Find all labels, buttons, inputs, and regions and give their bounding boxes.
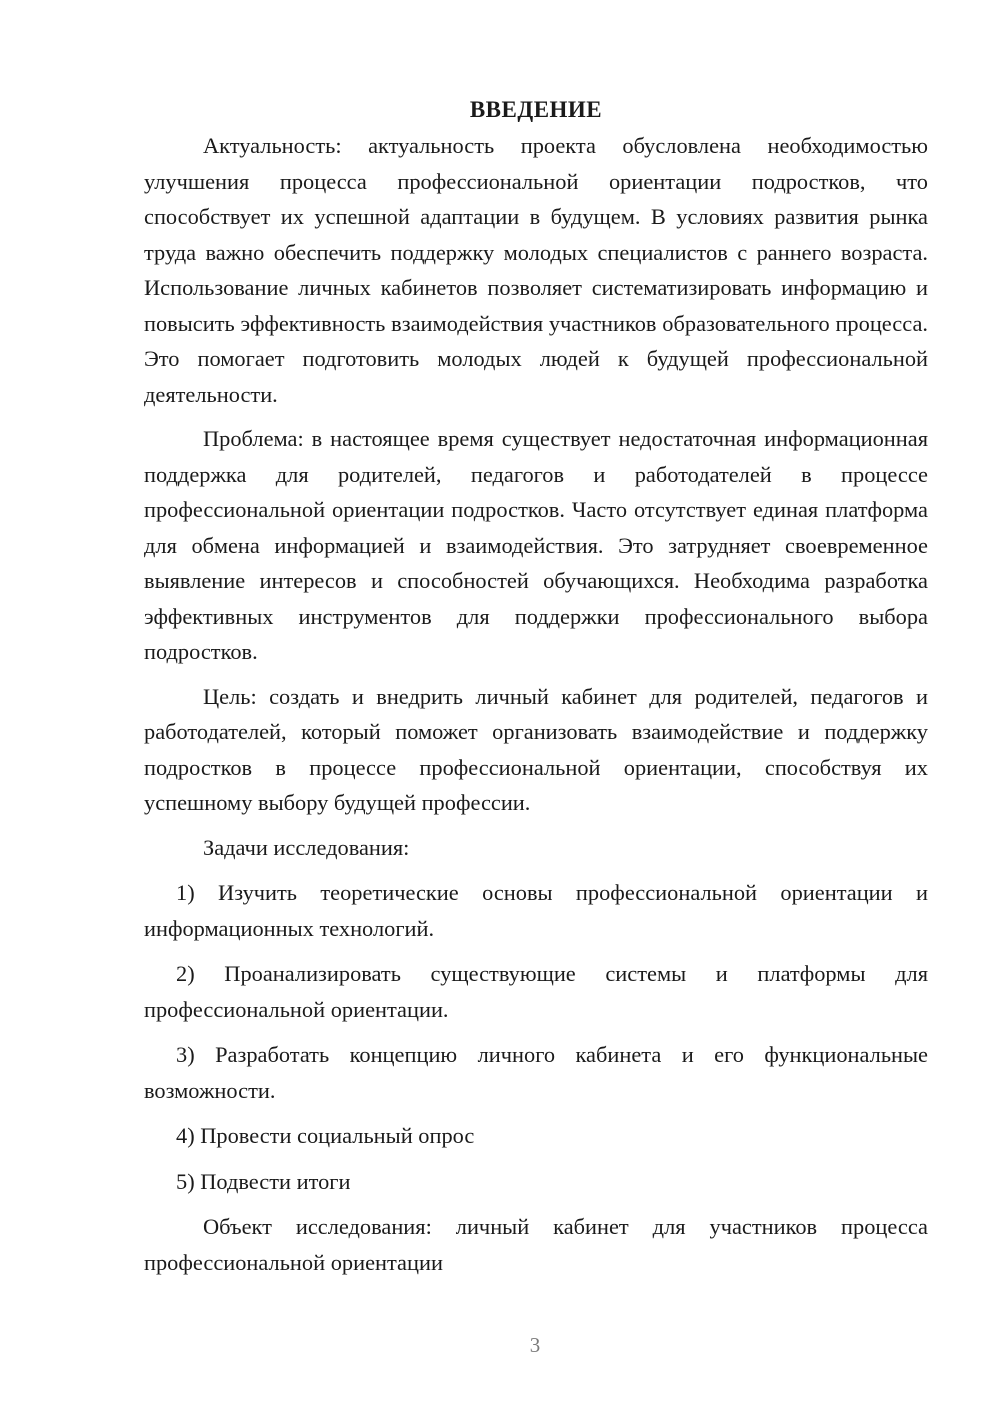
document-page — [144, 92, 928, 1280]
problem-paragraph: Проблема: в настоящее время существует недостаточная информационная поддержка для родителей, педагогов и работодателей в процессе профессиональной ориентации подростков. Часто отсутствует единая платформа для обмена информацией и взаимодействия. Это затрудняет своевременное выявление интересов и способностей обучающихся. Необходима разработка эффективных инструментов для поддержки профессионального выбора подростков. — [144, 426, 928, 664]
task-item-5: 5) Подвести итоги — [176, 1168, 351, 1194]
page-number: 3 — [529, 1333, 541, 1357]
goal-paragraph: Цель: создать и внедрить личный кабинет для родителей, педагогов и работодателей, который поможет организовать взаимодействие и поддержку подростков в процессе профессиональной ориентации, способствуя их успешному выбору будущей профессии. — [144, 683, 928, 815]
task-item-4: 4) Провести социальный опрос — [176, 1123, 475, 1148]
tasks-title: Задачи исследования: — [203, 834, 410, 860]
relevance-paragraph: Актуальность: актуальность проекта обусловлена необходимостью улучшения процесса профессиональной ориентации подростков, что способствует их успешной адаптации в будущем. В условиях развития рынка труда важно обеспечить поддержку молодых специалистов с раннего возраста. Использование личных кабинетов позволяет систематизировать информацию и повысить эффективность взаимодействия участников образовательного процесса. Это помогает подготовить молодых людей к будущей профессиональной деятельности. — [144, 133, 928, 407]
page-title: ВВЕДЕНИЕ — [469, 97, 603, 122]
task-item-3: 3) Разработать концепцию личного кабинета и его функциональные возможности. — [144, 1042, 928, 1103]
object-paragraph: Объект исследования: личный кабинет для участников процесса профессиональной ориентации — [144, 1214, 928, 1275]
task-item-2: 2) Проанализировать существующие системы и платформы для профессиональной ориентации. — [144, 961, 928, 1022]
task-item-1: 1) Изучить теоретические основы профессиональной ориентации и информационных технологий. — [144, 880, 928, 941]
